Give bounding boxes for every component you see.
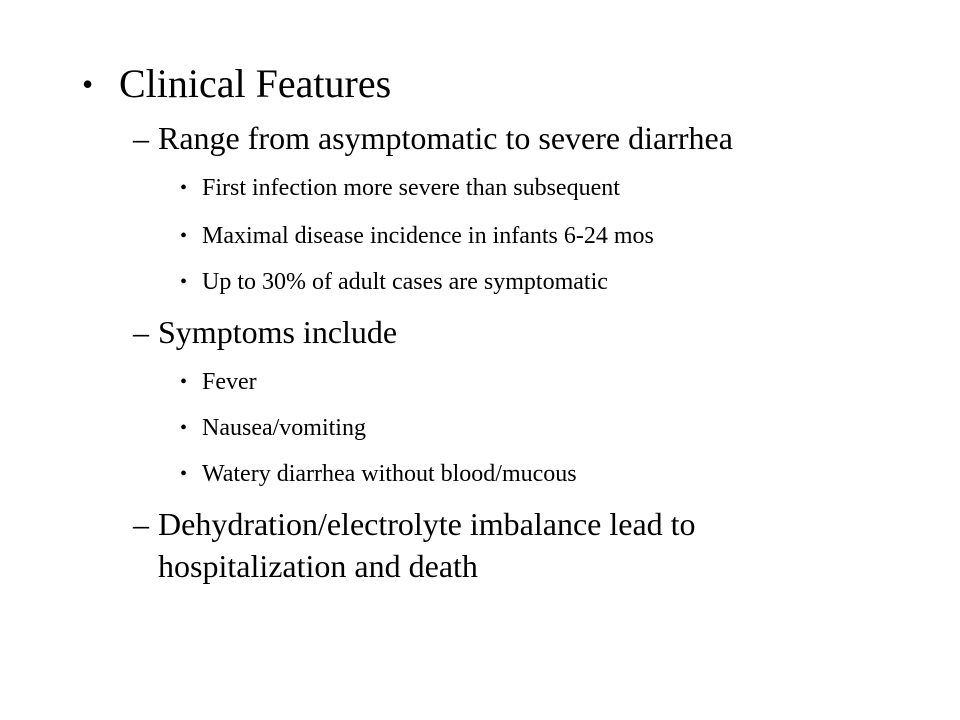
- section-heading-line2: hospitalization and death: [158, 548, 478, 584]
- item-bullet: •: [180, 463, 188, 485]
- item-bullet: •: [180, 177, 188, 199]
- item-bullet: •: [180, 271, 188, 293]
- section-heading: Symptoms include: [158, 314, 398, 350]
- dash-marker: –: [133, 120, 149, 156]
- title-row: [82, 61, 782, 108]
- section-heading-line1: Dehydration/electrolyte imbalance lead to: [158, 506, 696, 542]
- dash-marker: –: [133, 506, 149, 542]
- list-item-text: Watery diarrhea without blood/mucous: [202, 461, 577, 487]
- section-heading: Range from asymptomatic to severe diarrhea: [158, 120, 733, 156]
- section-heading-row: [133, 120, 893, 160]
- list-item-text: Up to 30% of adult cases are symptomatic: [202, 269, 608, 295]
- list-item-text: Fever: [202, 369, 257, 395]
- section-heading-row: [133, 314, 893, 354]
- list-item: [180, 460, 880, 490]
- list-item: [180, 368, 880, 398]
- section-heading-continuation-row: [133, 548, 893, 588]
- list-item-text: First infection more severe than subsequent: [202, 175, 620, 201]
- list-item: [180, 268, 880, 298]
- list-item: [180, 174, 880, 204]
- dash-marker: –: [133, 314, 149, 350]
- title-bullet: •: [82, 66, 94, 102]
- item-bullet: •: [180, 225, 188, 247]
- list-item-text: Nausea/vomiting: [202, 415, 366, 441]
- section-heading-row: [133, 506, 893, 546]
- item-bullet: •: [180, 417, 188, 439]
- list-item-text: Maximal disease incidence in infants 6-24 mos: [202, 223, 654, 249]
- list-item: [180, 414, 880, 444]
- list-item: [180, 222, 880, 252]
- slide-title: Clinical Features: [119, 61, 392, 106]
- item-bullet: •: [180, 371, 188, 393]
